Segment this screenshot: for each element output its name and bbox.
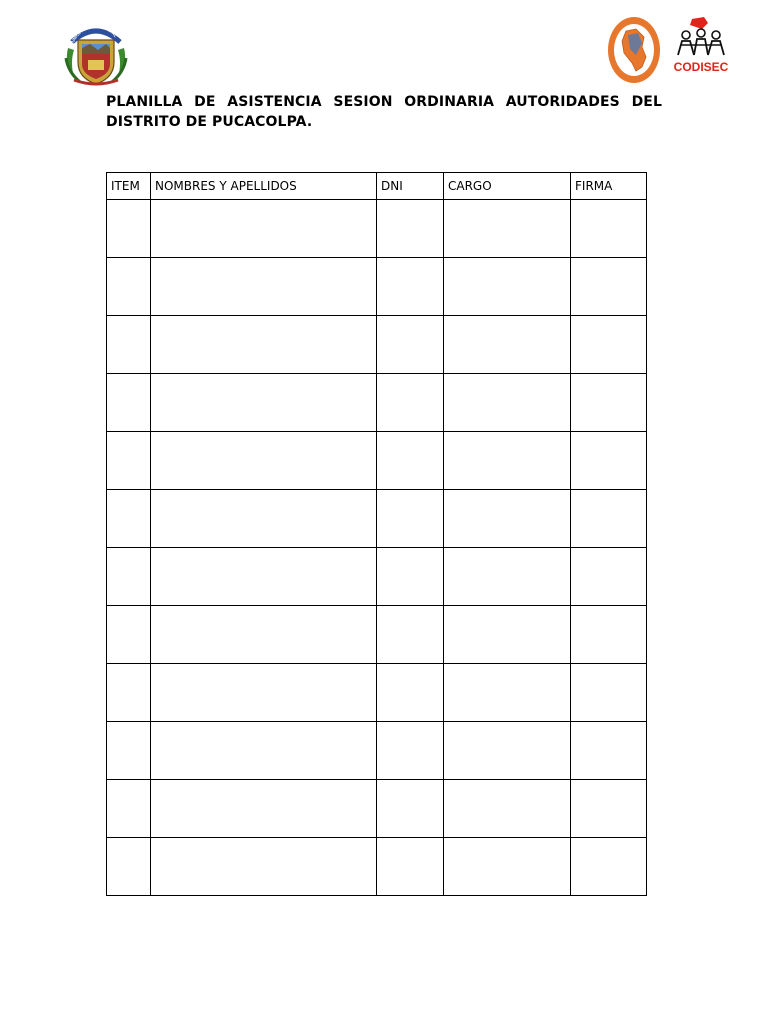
cell-dni (377, 664, 444, 722)
cell-item (107, 548, 151, 606)
cell-firma (571, 664, 647, 722)
crest-ribbon-text: MUNICIPALIDAD DISTRITAL (68, 23, 119, 47)
cell-names (151, 722, 377, 780)
cell-cargo (444, 780, 571, 838)
cell-cargo (444, 374, 571, 432)
table-row (107, 548, 647, 606)
cell-dni (377, 606, 444, 664)
cell-names (151, 548, 377, 606)
codisec-logo-text: CODISEC (673, 60, 729, 74)
cell-firma (571, 780, 647, 838)
table-row (107, 258, 647, 316)
cell-firma (571, 432, 647, 490)
table-row (107, 490, 647, 548)
table-header-row (107, 173, 647, 200)
cell-names (151, 664, 377, 722)
header-dni: DNI (377, 173, 444, 200)
table-row (107, 838, 647, 896)
cell-firma (571, 374, 647, 432)
table-row (107, 606, 647, 664)
cell-dni (377, 374, 444, 432)
cell-item (107, 606, 151, 664)
table-row (107, 722, 647, 780)
cell-dni (377, 490, 444, 548)
cell-firma (571, 548, 647, 606)
cell-cargo (444, 548, 571, 606)
cell-dni (377, 258, 444, 316)
cell-firma (571, 490, 647, 548)
cell-dni (377, 548, 444, 606)
cell-cargo (444, 722, 571, 780)
cell-cargo (444, 606, 571, 664)
cell-cargo (444, 258, 571, 316)
cell-names (151, 316, 377, 374)
cell-dni (377, 200, 444, 258)
cell-item (107, 664, 151, 722)
header-names: NOMBRES Y APELLIDOS (151, 173, 377, 200)
cell-item (107, 432, 151, 490)
table-row (107, 316, 647, 374)
cell-cargo (444, 838, 571, 896)
header-firma: FIRMA (571, 173, 647, 200)
cell-dni (377, 780, 444, 838)
cell-names (151, 432, 377, 490)
cell-item (107, 838, 151, 896)
cell-dni (377, 432, 444, 490)
municipality-crest-icon (60, 18, 132, 90)
cell-names (151, 606, 377, 664)
table-row (107, 780, 647, 838)
header-cargo: CARGO (444, 173, 571, 200)
cell-dni (377, 722, 444, 780)
cell-item (107, 780, 151, 838)
cell-dni (377, 838, 444, 896)
cell-cargo (444, 490, 571, 548)
peru-map-seal-icon (606, 15, 662, 85)
cell-names (151, 258, 377, 316)
cell-names (151, 838, 377, 896)
cell-item (107, 316, 151, 374)
cell-names (151, 490, 377, 548)
cell-firma (571, 606, 647, 664)
table-row (107, 374, 647, 432)
table-row (107, 200, 647, 258)
cell-firma (571, 722, 647, 780)
cell-item (107, 374, 151, 432)
cell-names (151, 780, 377, 838)
cell-cargo (444, 316, 571, 374)
cell-names (151, 374, 377, 432)
cell-item (107, 258, 151, 316)
cell-firma (571, 258, 647, 316)
table-row (107, 432, 647, 490)
cell-item (107, 490, 151, 548)
header-item: ITEM (107, 173, 151, 200)
cell-firma (571, 316, 647, 374)
cell-firma (571, 200, 647, 258)
cell-item (107, 200, 151, 258)
cell-names (151, 200, 377, 258)
cell-cargo (444, 432, 571, 490)
cell-cargo (444, 200, 571, 258)
cell-firma (571, 838, 647, 896)
cell-dni (377, 316, 444, 374)
codisec-logo-icon (668, 15, 734, 77)
document-title: PLANILLA DE ASISTENCIA SESION ORDINARIA AUTORIDADES DEL DISTRITO DE PUCACOLPA. (106, 94, 662, 130)
cell-item (107, 722, 151, 780)
table-row (107, 664, 647, 722)
attendance-table (106, 172, 647, 896)
cell-cargo (444, 664, 571, 722)
